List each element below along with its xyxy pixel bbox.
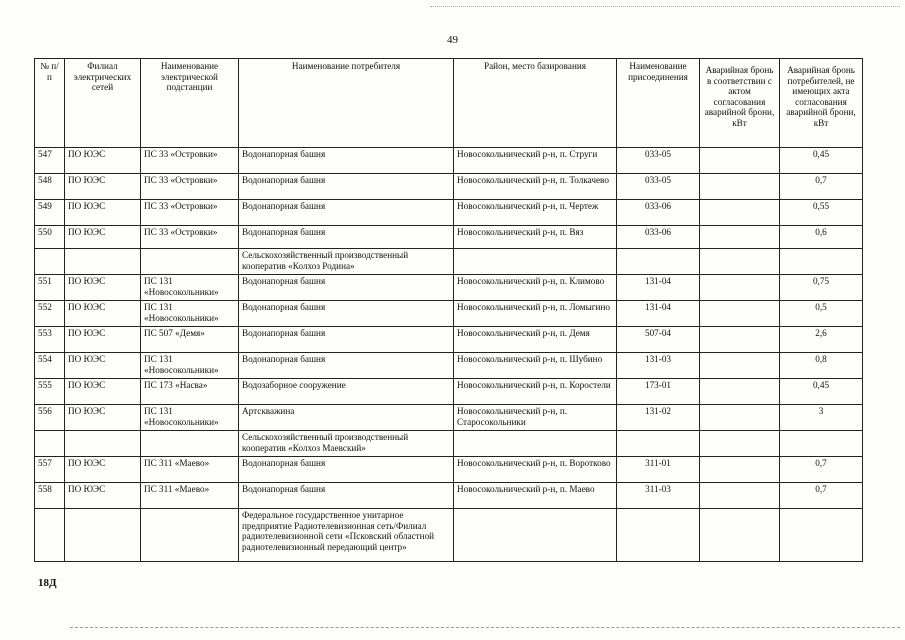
cell-substation: ПС 131 «Новосокольники» — [141, 275, 239, 301]
cell-branch — [65, 431, 141, 457]
cell-reserve-act — [700, 379, 780, 405]
cell-num: 555 — [35, 379, 65, 405]
table-header-row — [35, 59, 863, 148]
cell-substation: ПС 131 «Новосокольники» — [141, 405, 239, 431]
cell-num: 556 — [35, 405, 65, 431]
cell-num: 547 — [35, 148, 65, 174]
cell-district: Новосокольнический р-н, п. Ломыгино — [454, 301, 617, 327]
cell-reserve-no-act: 0,5 — [780, 301, 863, 327]
cell-consumer: Водозаборное сооружение — [239, 379, 454, 405]
header-connection: Наименование присоединения — [617, 59, 700, 148]
cell-substation: ПС 33 «Островки» — [141, 226, 239, 249]
table-row — [35, 405, 863, 431]
document-code: 18Д — [38, 577, 57, 589]
cell-district — [454, 509, 617, 562]
cell-reserve-no-act: 3 — [780, 405, 863, 431]
cell-substation — [141, 431, 239, 457]
cell-substation: ПС 33 «Островки» — [141, 200, 239, 226]
cell-branch: ПО ЮЭС — [65, 174, 141, 200]
emergency-reserve-table — [34, 58, 863, 562]
cell-reserve-no-act: 0,7 — [780, 483, 863, 509]
cell-district: Новосокольнический р-н, п. Вяз — [454, 226, 617, 249]
cell-connection — [617, 431, 700, 457]
cell-reserve-act — [700, 275, 780, 301]
table-row — [35, 275, 863, 301]
cell-consumer: Водонапорная башня — [239, 353, 454, 379]
cell-consumer: Водонапорная башня — [239, 174, 454, 200]
cell-num: 551 — [35, 275, 65, 301]
cell-reserve-act — [700, 405, 780, 431]
cell-reserve-act — [700, 483, 780, 509]
cell-branch: ПО ЮЭС — [65, 301, 141, 327]
cell-connection: 033-06 — [617, 226, 700, 249]
cell-district — [454, 249, 617, 275]
cell-consumer: Сельскохозяйственный производственный кооператив «Колхоз Родина» — [239, 249, 454, 275]
cell-district: Новосокольнический р-н, п. Толкачево — [454, 174, 617, 200]
header-num: № п/п — [35, 59, 65, 148]
cell-reserve-act — [700, 174, 780, 200]
table-row — [35, 353, 863, 379]
cell-branch: ПО ЮЭС — [65, 353, 141, 379]
cell-connection — [617, 509, 700, 562]
cell-num: 552 — [35, 301, 65, 327]
cell-connection: 131-02 — [617, 405, 700, 431]
cell-connection: 311-01 — [617, 457, 700, 483]
cell-branch: ПО ЮЭС — [65, 275, 141, 301]
cell-connection: 131-03 — [617, 353, 700, 379]
cell-district: Новосокольнический р-н, п. Коростели — [454, 379, 617, 405]
cell-reserve-act — [700, 509, 780, 562]
cell-branch — [65, 509, 141, 562]
cell-reserve-no-act: 0,8 — [780, 353, 863, 379]
cell-num — [35, 509, 65, 562]
cell-reserve-act — [700, 353, 780, 379]
cell-num: 558 — [35, 483, 65, 509]
cell-reserve-no-act: 0,6 — [780, 226, 863, 249]
cell-num: 548 — [35, 174, 65, 200]
cell-connection: 033-05 — [617, 148, 700, 174]
cell-reserve-act — [700, 431, 780, 457]
cell-district: Новосокольнический р-н, п. Шубино — [454, 353, 617, 379]
header-reserve-act: Аварийная бронь в соответствии с актом согласования аварийной брони, кВт — [700, 59, 780, 148]
cell-reserve-no-act: 2,6 — [780, 327, 863, 353]
cell-reserve-act — [700, 301, 780, 327]
scan-artifact-top — [430, 6, 900, 7]
cell-reserve-no-act: 0,7 — [780, 174, 863, 200]
cell-district: Новосокольнический р-н, п. Воротково — [454, 457, 617, 483]
cell-num: 553 — [35, 327, 65, 353]
cell-reserve-no-act: 0,75 — [780, 275, 863, 301]
cell-branch: ПО ЮЭС — [65, 200, 141, 226]
cell-connection — [617, 249, 700, 275]
cell-consumer: Водонапорная башня — [239, 226, 454, 249]
cell-substation: ПС 311 «Маево» — [141, 483, 239, 509]
cell-num — [35, 249, 65, 275]
cell-reserve-no-act — [780, 431, 863, 457]
cell-district: Новосокольнический р-н, п. Струги — [454, 148, 617, 174]
cell-substation: ПС 131 «Новосокольники» — [141, 353, 239, 379]
cell-substation — [141, 249, 239, 275]
cell-branch: ПО ЮЭС — [65, 483, 141, 509]
cell-reserve-act — [700, 200, 780, 226]
cell-reserve-act — [700, 327, 780, 353]
table-body — [35, 148, 863, 562]
cell-num: 550 — [35, 226, 65, 249]
cell-connection: 507-04 — [617, 327, 700, 353]
header-reserve-no-act: Аварийная бронь потребителей, не имеющих акта согласования аварийной брони, кВт — [780, 59, 863, 148]
cell-district — [454, 431, 617, 457]
cell-substation: ПС 507 «Демя» — [141, 327, 239, 353]
page-number: 49 — [447, 34, 458, 46]
cell-connection: 033-05 — [617, 174, 700, 200]
cell-reserve-act — [700, 249, 780, 275]
cell-district: Новосокольнический р-н, п. Маево — [454, 483, 617, 509]
cell-district: Новосокольнический р-н, п. Чертеж — [454, 200, 617, 226]
cell-reserve-no-act — [780, 509, 863, 562]
cell-consumer: Артскважина — [239, 405, 454, 431]
cell-reserve-act — [700, 457, 780, 483]
table-row — [35, 148, 863, 174]
cell-substation — [141, 509, 239, 562]
cell-num: 549 — [35, 200, 65, 226]
cell-consumer: Водонапорная башня — [239, 148, 454, 174]
cell-consumer: Федеральное государственное унитарное предприятие Радиотелевизионная сеть/Филиал радиотелевизионной сети «Псковский областной радиотелевизионный передающий центр» — [239, 509, 454, 562]
table-row — [35, 301, 863, 327]
header-district: Район, место базирования — [454, 59, 617, 148]
table-row — [35, 431, 863, 457]
cell-branch: ПО ЮЭС — [65, 405, 141, 431]
cell-branch: ПО ЮЭС — [65, 327, 141, 353]
table-row — [35, 226, 863, 249]
header-branch: Филиал электрических сетей — [65, 59, 141, 148]
cell-consumer: Водонапорная башня — [239, 200, 454, 226]
cell-reserve-no-act: 0,55 — [780, 200, 863, 226]
cell-consumer: Сельскохозяйственный производственный кооператив «Колхоз Маевский» — [239, 431, 454, 457]
cell-num — [35, 431, 65, 457]
cell-reserve-act — [700, 226, 780, 249]
cell-district: Новосокольнический р-н, п. Демя — [454, 327, 617, 353]
table-row — [35, 457, 863, 483]
cell-reserve-no-act: 0,45 — [780, 148, 863, 174]
scan-artifact-bottom — [70, 627, 900, 628]
cell-branch: ПО ЮЭС — [65, 379, 141, 405]
cell-connection: 311-03 — [617, 483, 700, 509]
cell-connection: 131-04 — [617, 275, 700, 301]
cell-district: Новосокольнический р-н, п. Климово — [454, 275, 617, 301]
cell-consumer: Водонапорная башня — [239, 483, 454, 509]
cell-connection: 173-01 — [617, 379, 700, 405]
cell-consumer: Водонапорная башня — [239, 301, 454, 327]
cell-connection: 131-04 — [617, 301, 700, 327]
cell-branch: ПО ЮЭС — [65, 148, 141, 174]
cell-substation: ПС 173 «Насва» — [141, 379, 239, 405]
cell-substation: ПС 33 «Островки» — [141, 174, 239, 200]
header-substation: Наименование электрической подстанции — [141, 59, 239, 148]
table-row — [35, 249, 863, 275]
cell-consumer: Водонапорная башня — [239, 275, 454, 301]
cell-substation: ПС 311 «Маево» — [141, 457, 239, 483]
cell-num: 557 — [35, 457, 65, 483]
cell-substation: ПС 33 «Островки» — [141, 148, 239, 174]
cell-reserve-no-act: 0,7 — [780, 457, 863, 483]
cell-branch: ПО ЮЭС — [65, 226, 141, 249]
cell-consumer: Водонапорная башня — [239, 457, 454, 483]
cell-branch: ПО ЮЭС — [65, 457, 141, 483]
table-row — [35, 483, 863, 509]
table-row — [35, 379, 863, 405]
cell-num: 554 — [35, 353, 65, 379]
table-row — [35, 327, 863, 353]
table-row — [35, 509, 863, 562]
cell-reserve-no-act: 0,45 — [780, 379, 863, 405]
cell-branch — [65, 249, 141, 275]
cell-reserve-no-act — [780, 249, 863, 275]
cell-consumer: Водонапорная башня — [239, 327, 454, 353]
cell-connection: 033-06 — [617, 200, 700, 226]
cell-substation: ПС 131 «Новосокольники» — [141, 301, 239, 327]
cell-district: Новосокольнический р-н, п. Старосокольники — [454, 405, 617, 431]
header-consumer: Наименование потребителя — [239, 59, 454, 148]
cell-reserve-act — [700, 148, 780, 174]
table-row — [35, 200, 863, 226]
table-row — [35, 174, 863, 200]
